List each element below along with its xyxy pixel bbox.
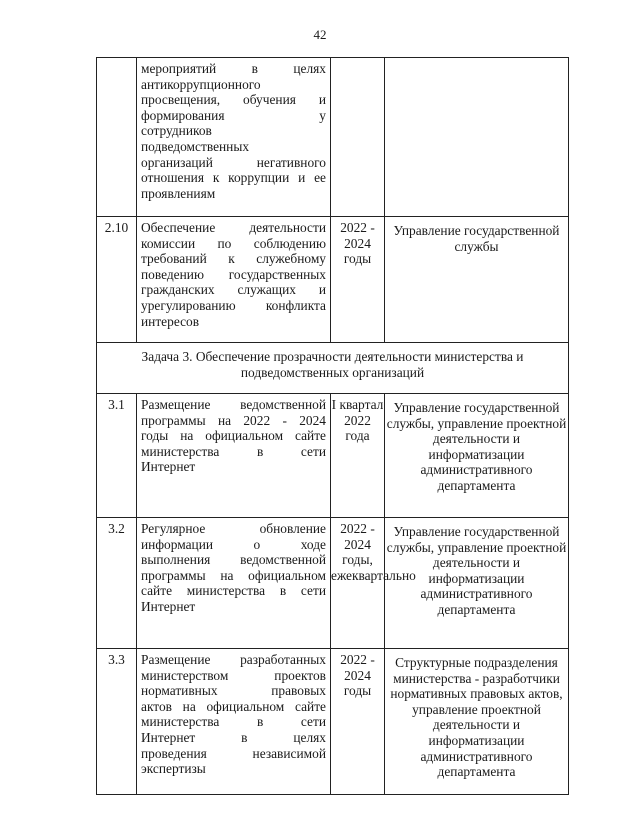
item-number: 3.1 — [97, 394, 137, 518]
item-number — [97, 58, 137, 217]
item-responsible: Структурные подразделения министерства - разработчики нормативных правовых актов, управление проектной деятельности и информатизации административного департамента — [385, 649, 569, 795]
item-responsible: Управление государственной службы, управление проектной деятельности и информатизации административного департамента — [385, 394, 569, 518]
item-description: мероприятий в целях антикоррупционного просвещения, обучения и формирования у сотрудников подведомственных организаций негативного отношения к коррупции и ее проявлениям — [137, 58, 331, 217]
item-description: Размещение разработанных министерством проектов нормативных правовых актов на официальном сайте министерства в сети Интернет в целях проведения независимой экспертизы — [137, 649, 331, 795]
table-row — [97, 394, 569, 518]
table-row — [97, 518, 569, 649]
item-term: I квартал 2022 года — [331, 394, 385, 518]
item-term — [331, 58, 385, 217]
item-term: 2022 - 2024 годы — [331, 649, 385, 795]
item-responsible: Управление государственной службы, управление проектной деятельности и информатизации административного департамента — [385, 518, 569, 649]
item-number: 3.3 — [97, 649, 137, 795]
item-term: 2022 - 2024 годы, ежеквартально — [331, 518, 385, 649]
item-description: Обеспечение деятельности комиссии по соблюдению требований к служебному поведению государственных гражданских служащих и урегулированию конфликта интересов — [137, 217, 331, 343]
table-row — [97, 217, 569, 343]
page-number: 42 — [313, 27, 327, 42]
item-description: Регулярное обновление информации о ходе выполнения ведомственной программы на официальном сайте министерства в сети Интернет — [137, 518, 331, 649]
item-description: Размещение ведомственной программы на 2022 - 2024 годы на официальном сайте министерства в сети Интернет — [137, 394, 331, 518]
item-number: 2.10 — [97, 217, 137, 343]
item-number: 3.2 — [97, 518, 137, 649]
program-table — [96, 57, 569, 795]
item-responsible — [385, 58, 569, 217]
table-row — [97, 58, 569, 217]
item-term: 2022 - 2024 годы — [331, 217, 385, 343]
table-row — [97, 649, 569, 795]
task-header-row — [97, 343, 569, 394]
item-responsible: Управление государственной службы — [385, 217, 569, 343]
task-heading: Задача 3. Обеспечение прозрачности деятельности министерства и подведомственных организаций — [97, 343, 569, 394]
